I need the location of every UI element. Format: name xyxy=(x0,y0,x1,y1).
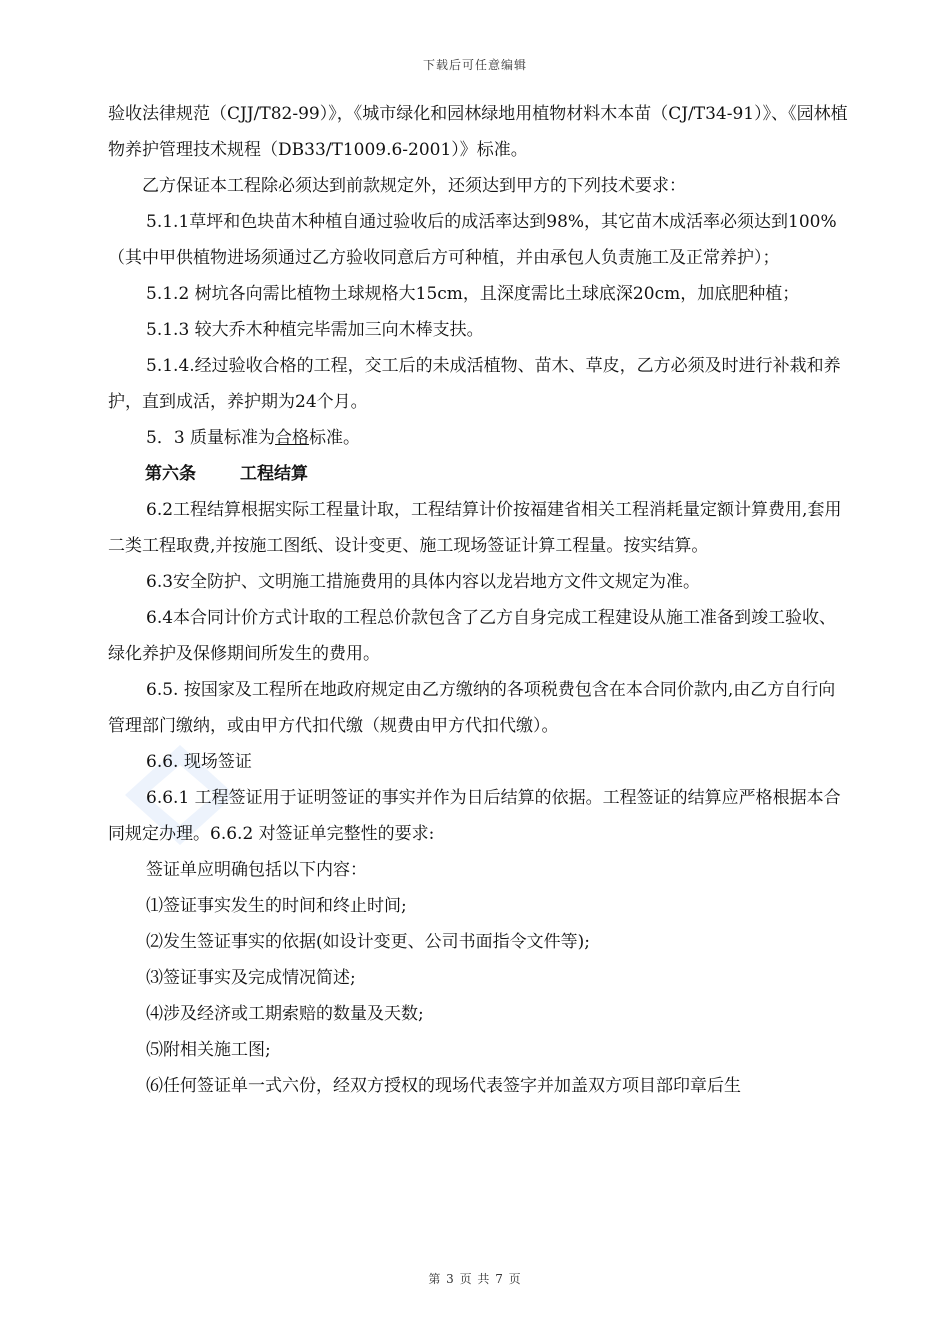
paragraph-6-4: 6.4本合同计价方式计取的工程总价款包含了乙方自身完成工程建设从施工准备到竣工验收、绿化养护及保修期间所发生的费用。 xyxy=(108,608,837,664)
paragraph-6-2: 6.2工程结算根据实际工程量计取，工程结算计价按福建省相关工程消耗量定额计算费用,套用二类工程取费,并按施工图纸、设计变更、施工现场签证计算工程量。按实结算。 xyxy=(108,500,842,556)
paragraph-5-3-prefix: 5．3 质量标准为 xyxy=(146,428,276,448)
paragraph-6-6-1: 6.6.1 工程签证用于证明签证的事实并作为日后结算的依据。工程签证的结算应严格根据本合同规定办理。6.6.2 对签证单完整性的要求: xyxy=(108,788,841,844)
quality-standard-underlined: 合格 xyxy=(275,428,310,448)
list-item: ⑸附相关施工图; xyxy=(146,1040,271,1060)
document-body xyxy=(108,96,848,1104)
list-item: ⑴签证事实发生的时间和终止时间; xyxy=(146,896,407,916)
paragraph-6-5: 6.5. 按国家及工程所在地政府规定由乙方缴纳的各项税费包含在本合同价款内,由乙方自行向管理部门缴纳，或由甲方代扣代缴（规费由甲方代扣代缴）。 xyxy=(108,680,836,736)
list-item: ⑶签证事实及完成情况简述; xyxy=(146,968,356,988)
section-heading xyxy=(145,456,848,492)
paragraph-5-3-suffix: 标准。 xyxy=(309,428,361,448)
list-item: ⑹任何签证单一式六份，经双方授权的现场代表签字并加盖双方项目部印章后生 xyxy=(146,1076,741,1096)
list-item: ⑷涉及经济或工期索赔的数量及天数; xyxy=(146,1004,424,1024)
paragraph-standards: 验收法律规范（CJJ/T82-99）》，《城市绿化和园林绿地用植物材料木本苗（CJ/T34-91）》、《园林植物养护管理技术规程（DB33/T1009.6-2001）》标准。 xyxy=(108,104,848,160)
list-item: ⑵发生签证事实的依据(如设计变更、公司书面指令文件等); xyxy=(146,932,590,952)
paragraph-5-1-1: 5.1.1草坪和色块苗木种植自通过验收后的成活率达到98%，其它苗木成活率必须达到100%（其中甲供植物进场须通过乙方验收同意后方可种植，并由承包人负责施工及正常养护）； xyxy=(108,212,837,268)
paragraph-requirements-intro: 乙方保证本工程除必须达到前款规定外，还须达到甲方的下列技术要求： xyxy=(142,176,686,196)
paragraph-5-1-3: 5.1.3 较大乔木种植完毕需加三向木棒支扶。 xyxy=(146,320,484,340)
section-number: 第六条 xyxy=(145,464,196,484)
paragraph-6-3: 6.3安全防护、文明施工措施费用的具体内容以龙岩地方文件文规定为准。 xyxy=(146,572,701,592)
page-header: 下载后可任意编辑 xyxy=(422,58,527,72)
page-footer: 第 3 页 共 7 页 xyxy=(428,1272,522,1286)
paragraph-5-3 xyxy=(108,420,848,456)
paragraph-5-1-2: 5.1.2 树坑各向需比植物土球规格大15cm，且深度需比土球底深20cm，加底肥种植； xyxy=(146,284,800,304)
paragraph-5-1-4: 5.1.4.经过验收合格的工程，交工后的未成活植物、苗木、草皮，乙方必须及时进行补栽和养护，直到成活，养护期为24个月。 xyxy=(108,356,841,412)
paragraph-6-6: 6.6. 现场签证 xyxy=(146,752,252,772)
paragraph-visa-contents: 签证单应明确包括以下内容： xyxy=(146,860,367,880)
section-title: 工程结算 xyxy=(240,464,308,484)
